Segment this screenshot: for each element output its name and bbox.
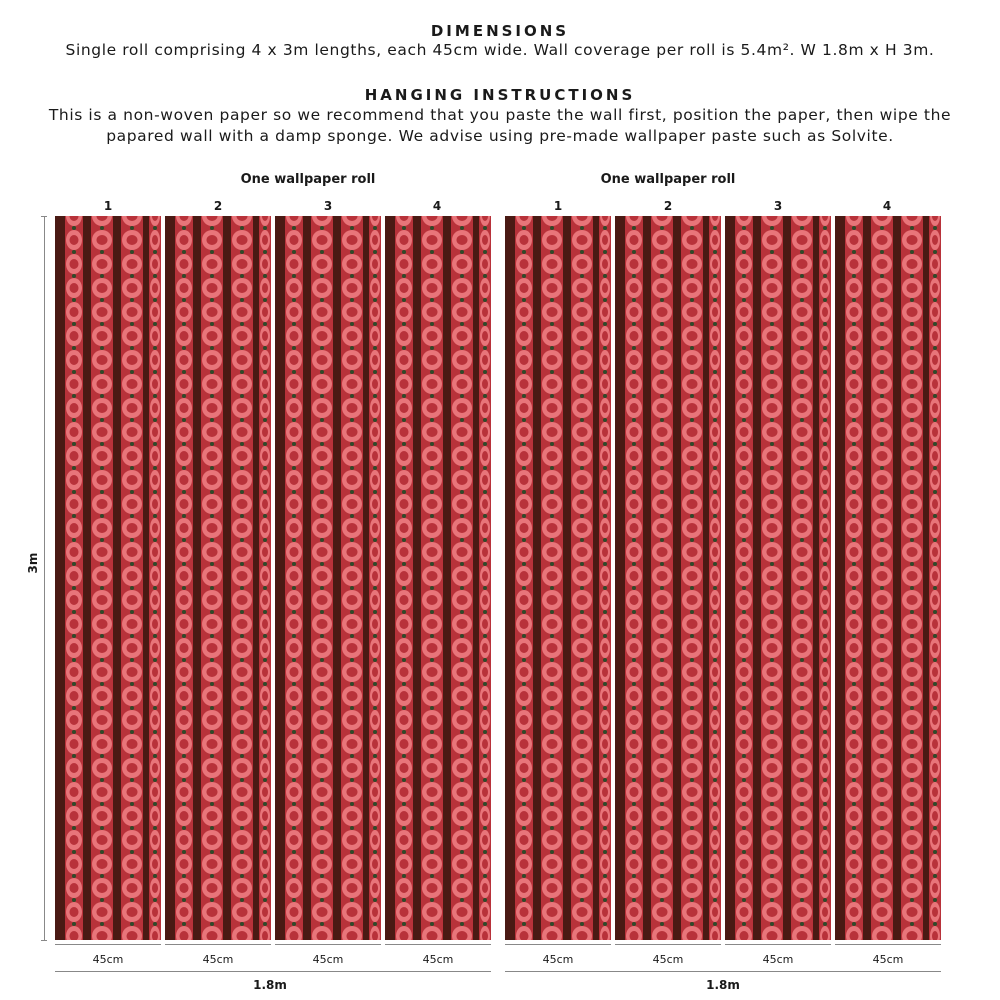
height-dimension-line bbox=[44, 216, 45, 940]
wallpaper-pattern bbox=[275, 216, 381, 940]
hanging-text-line2: papared wall with a damp sponge. We advise using pre-made wallpaper paste such as Solvite. bbox=[106, 127, 894, 145]
panel-width-label: 45cm bbox=[542, 953, 574, 966]
height-dimension-cap bbox=[41, 216, 47, 217]
wallpaper-panel bbox=[835, 216, 941, 940]
dimensions-heading: DIMENSIONS bbox=[430, 22, 570, 40]
panel-width-label: 45cm bbox=[872, 953, 904, 966]
panel-width-label: 45cm bbox=[202, 953, 234, 966]
wallpaper-panel bbox=[615, 216, 721, 940]
panel-width-line bbox=[615, 944, 721, 945]
panel-width-line bbox=[385, 944, 491, 945]
panel-width-label: 45cm bbox=[92, 953, 124, 966]
height-dimension-cap bbox=[41, 940, 47, 941]
wallpaper-pattern bbox=[165, 216, 271, 940]
panel-number: 4 bbox=[432, 199, 442, 213]
roll-width-line bbox=[505, 971, 941, 972]
panel-width-label: 45cm bbox=[312, 953, 344, 966]
wallpaper-pattern bbox=[55, 216, 161, 940]
wallpaper-pattern bbox=[725, 216, 831, 940]
wallpaper-pattern bbox=[385, 216, 491, 940]
wallpaper-pattern bbox=[505, 216, 611, 940]
panel-number: 3 bbox=[323, 199, 333, 213]
panel-number: 2 bbox=[213, 199, 223, 213]
wallpaper-panel bbox=[505, 216, 611, 940]
panel-number: 4 bbox=[882, 199, 892, 213]
panel-width-label: 45cm bbox=[422, 953, 454, 966]
roll-label-left: One wallpaper roll bbox=[240, 172, 376, 187]
panel-number: 1 bbox=[553, 199, 563, 213]
panel-number: 2 bbox=[663, 199, 673, 213]
hanging-heading: HANGING INSTRUCTIONS bbox=[364, 86, 636, 104]
wallpaper-panel bbox=[165, 216, 271, 940]
roll-width-label: 1.8m bbox=[253, 978, 287, 992]
wallpaper-pattern bbox=[835, 216, 941, 940]
hanging-text-line1: This is a non-woven paper so we recommend that you paste the wall first, position the paper, then wipe the bbox=[48, 106, 952, 124]
panel-width-line bbox=[275, 944, 381, 945]
panel-number: 3 bbox=[773, 199, 783, 213]
height-label: 3m bbox=[26, 552, 40, 574]
wallpaper-panel bbox=[385, 216, 491, 940]
roll-width-line bbox=[55, 971, 491, 972]
panel-width-label: 45cm bbox=[762, 953, 794, 966]
panel-width-line bbox=[165, 944, 271, 945]
wallpaper-panel bbox=[725, 216, 831, 940]
panel-width-line bbox=[835, 944, 941, 945]
wallpaper-panel bbox=[275, 216, 381, 940]
panel-width-line bbox=[725, 944, 831, 945]
roll-width-label: 1.8m bbox=[706, 978, 740, 992]
panel-width-line bbox=[55, 944, 161, 945]
panel-width-line bbox=[505, 944, 611, 945]
dimensions-text: Single roll comprising 4 x 3m lengths, each 45cm wide. Wall coverage per roll is 5.4m². W 1.8m x H 3m. bbox=[65, 41, 935, 59]
panel-number: 1 bbox=[103, 199, 113, 213]
roll-label-right: One wallpaper roll bbox=[600, 172, 736, 187]
wallpaper-pattern bbox=[615, 216, 721, 940]
panel-width-label: 45cm bbox=[652, 953, 684, 966]
wallpaper-panel bbox=[55, 216, 161, 940]
